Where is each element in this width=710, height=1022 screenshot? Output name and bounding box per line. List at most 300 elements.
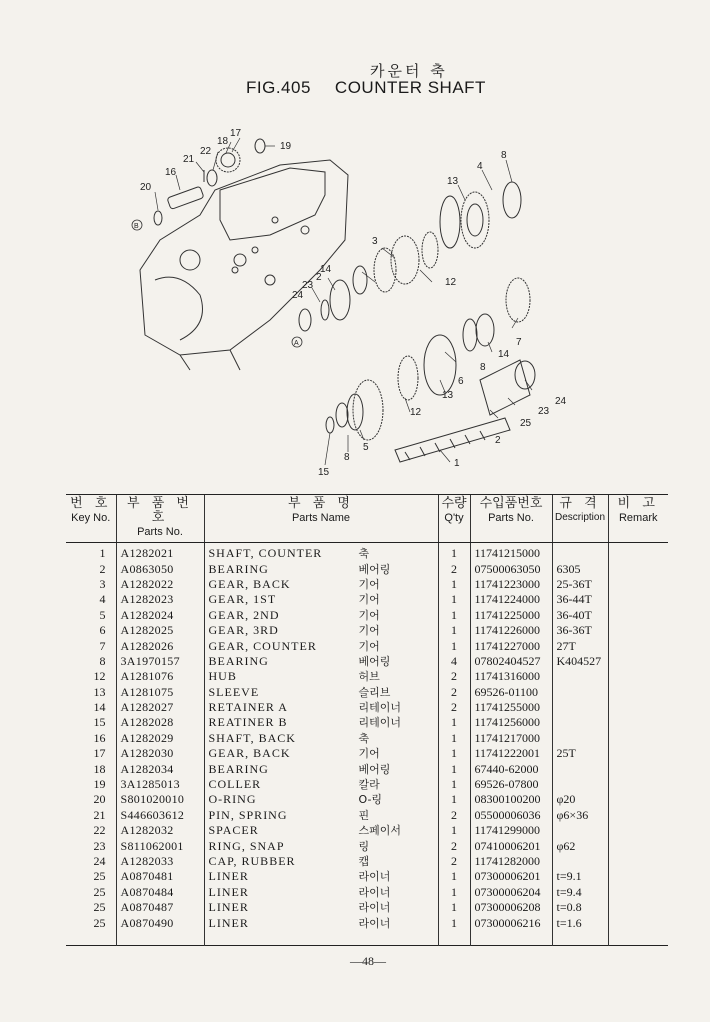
- qty-cell: 1: [438, 777, 470, 792]
- remark-cell: [608, 808, 668, 823]
- qty-cell: 2: [438, 838, 470, 853]
- part-name-cell: [204, 685, 438, 700]
- callout-21: 21: [183, 154, 195, 165]
- import-no-cell: 11741222001: [470, 746, 552, 761]
- remark-cell: [608, 608, 668, 623]
- description-cell: [552, 700, 608, 715]
- callout-8-mid: 8: [480, 362, 486, 373]
- key-no-cell: 4: [99, 592, 106, 607]
- table-row: [66, 561, 668, 576]
- part-name-korean: 라이너: [358, 916, 391, 930]
- remark-cell: [608, 577, 668, 592]
- part-no-cell: S801020010: [116, 792, 204, 807]
- part-no-cell: S811062001: [116, 838, 204, 853]
- page-title-korean: 카운터 축: [370, 62, 448, 80]
- table-row: [66, 915, 668, 945]
- key-no-cell: 1: [99, 546, 106, 561]
- part-name-cell: [204, 623, 438, 638]
- remark-cell: [608, 638, 668, 653]
- qty-cell: 1: [438, 577, 470, 592]
- description-cell: [552, 685, 608, 700]
- remark-cell: [608, 623, 668, 638]
- qty-cell: 2: [438, 561, 470, 576]
- key-no-cell: 14: [93, 700, 106, 715]
- key-no-cell: 17: [93, 746, 106, 761]
- key-no-cell: 25: [93, 884, 106, 899]
- part-name-korean: 기어: [358, 747, 380, 761]
- callout-a: A: [294, 340, 299, 347]
- import-no-cell: 07300006216: [470, 915, 552, 945]
- part-name-cell: [204, 608, 438, 623]
- qty-cell: 1: [438, 761, 470, 776]
- part-name-korean: 기어: [358, 608, 380, 622]
- qty-cell: 1: [438, 885, 470, 900]
- part-name-cell: [204, 761, 438, 776]
- part-name: BEARING: [208, 561, 269, 576]
- import-no-cell: 11741224000: [470, 592, 552, 607]
- import-no-cell: 11741225000: [470, 608, 552, 623]
- exploded-view-diagram: [120, 120, 590, 480]
- description-cell: t=9.1: [552, 869, 608, 884]
- remark-cell: [608, 654, 668, 669]
- remark-cell: [608, 761, 668, 776]
- key-no-cell: 21: [93, 807, 106, 822]
- part-name-korean: 칼라: [358, 778, 380, 792]
- callout-23-right: 23: [538, 406, 550, 417]
- remark-cell: [608, 561, 668, 576]
- part-name-cell: [204, 577, 438, 592]
- part-name: GEAR, 3RD: [208, 623, 279, 638]
- table-row: [66, 608, 668, 623]
- table-row: [66, 823, 668, 838]
- part-name: LINER: [208, 900, 249, 915]
- header-remark: 비 고 Remark: [608, 495, 668, 543]
- import-no-cell: 11741223000: [470, 577, 552, 592]
- description-cell: 36-36T: [552, 623, 608, 638]
- key-no-cell: 6: [99, 623, 106, 638]
- part-name: HUB: [208, 669, 237, 684]
- remark-cell: [608, 746, 668, 761]
- part-name-cell: [204, 746, 438, 761]
- part-no-cell: A0870487: [116, 900, 204, 915]
- callout-2-left: 2: [316, 272, 322, 283]
- callout-24-left: 24: [292, 290, 304, 301]
- part-name: LINER: [208, 884, 249, 899]
- callout-22: 22: [200, 146, 212, 157]
- remark-cell: [608, 777, 668, 792]
- callout-13-bottom: 13: [442, 390, 454, 401]
- callout-1: 1: [454, 458, 460, 469]
- counter-shaft: [395, 418, 510, 462]
- callout-5: 5: [363, 442, 369, 453]
- part-name-cell: [204, 792, 438, 807]
- part-name: GEAR, COUNTER: [208, 638, 317, 653]
- part-no-cell: A1282033: [116, 854, 204, 869]
- part-name: SLEEVE: [208, 684, 260, 699]
- description-cell: t=0.8: [552, 900, 608, 915]
- header-qty: 수량 Q'ty: [438, 495, 470, 543]
- description-cell: 36-44T: [552, 592, 608, 607]
- part-name: LINER: [208, 915, 249, 930]
- part-no-cell: A1282022: [116, 577, 204, 592]
- part-no-cell: A1282023: [116, 592, 204, 607]
- import-no-cell: 07802404527: [470, 654, 552, 669]
- part-name-cell: [204, 823, 438, 838]
- description-cell: φ20: [552, 792, 608, 807]
- remark-cell: [608, 700, 668, 715]
- import-no-cell: 11741255000: [470, 700, 552, 715]
- part-name-cell: [204, 700, 438, 715]
- remark-cell: [608, 669, 668, 684]
- key-no-cell: 24: [93, 854, 106, 868]
- description-cell: [552, 777, 608, 792]
- remark-cell: [608, 792, 668, 807]
- callout-25: 25: [520, 418, 532, 429]
- callout-15: 15: [318, 467, 330, 478]
- import-no-cell: 11741226000: [470, 623, 552, 638]
- part-name-cell: [204, 561, 438, 576]
- qty-cell: 1: [438, 746, 470, 761]
- header-description: 규 격 Description: [552, 495, 608, 543]
- part-name-korean: 베어링: [358, 762, 391, 776]
- key-no-cell: 25: [93, 900, 106, 915]
- key-no-cell: 18: [93, 761, 106, 776]
- part-name: O-RING: [208, 792, 257, 807]
- qty-cell: 1: [438, 608, 470, 623]
- part-name-korean: 핀: [358, 808, 370, 822]
- part-name-korean: 슬리브: [358, 685, 391, 699]
- part-no-cell: A0870484: [116, 885, 204, 900]
- leader-lines: [155, 138, 532, 465]
- callout-12-bottom: 12: [410, 407, 422, 418]
- part-name-korean: 베어링: [358, 562, 391, 576]
- qty-cell: 1: [438, 638, 470, 653]
- part-name: GEAR, 2ND: [208, 607, 280, 622]
- qty-cell: 4: [438, 654, 470, 669]
- callout-13-top: 13: [447, 176, 459, 187]
- table-row: [66, 900, 668, 915]
- callout-19: 19: [280, 141, 292, 152]
- part-name: BEARING: [208, 653, 269, 668]
- part-name-korean: 축: [358, 547, 370, 561]
- description-cell: [552, 761, 608, 776]
- key-no-cell: 20: [93, 792, 106, 807]
- part-name: RING, SNAP: [208, 838, 285, 853]
- table-row: [66, 654, 668, 669]
- page-title: [246, 78, 486, 98]
- key-no-cell: 3: [99, 576, 106, 591]
- part-name-cell: [204, 777, 438, 792]
- callout-14-right: 14: [498, 349, 510, 360]
- key-no-cell: 16: [93, 730, 106, 745]
- description-cell: [552, 715, 608, 730]
- import-no-cell: 07300006201: [470, 869, 552, 884]
- callout-2-right: 2: [495, 435, 501, 446]
- part-name-korean: 기어: [358, 624, 380, 638]
- callout-3: 3: [372, 236, 378, 247]
- import-no-cell: 11741299000: [470, 823, 552, 838]
- callout-8-bottom: 8: [344, 452, 350, 463]
- import-no-cell: 67440-62000: [470, 761, 552, 776]
- part-name: GEAR, BACK: [208, 746, 291, 761]
- description-cell: t=1.6: [552, 915, 608, 945]
- import-no-cell: 11741316000: [470, 669, 552, 684]
- key-no-cell: 23: [93, 838, 106, 853]
- part-name-korean: 스페이서: [358, 824, 402, 838]
- part-name-cell: [204, 592, 438, 607]
- qty-cell: 1: [438, 592, 470, 607]
- part-no-cell: 3A1970157: [116, 654, 204, 669]
- key-no-cell: 12: [93, 669, 106, 684]
- import-no-cell: 11741227000: [470, 638, 552, 653]
- part-no-cell: A1281076: [116, 669, 204, 684]
- description-cell: 6305: [552, 561, 608, 576]
- part-no-cell: A1282024: [116, 608, 204, 623]
- qty-cell: 1: [438, 623, 470, 638]
- remark-cell: [608, 543, 668, 562]
- part-name: SHAFT, COUNTER: [208, 546, 323, 561]
- description-cell: 25T: [552, 746, 608, 761]
- counter-shaft-gears-upper: [299, 182, 521, 331]
- part-name: GEAR, BACK: [208, 576, 291, 591]
- callout-16: 16: [165, 167, 177, 178]
- qty-cell: 1: [438, 715, 470, 730]
- part-no-cell: A0870481: [116, 869, 204, 884]
- remark-cell: [608, 854, 668, 869]
- table-row: [66, 685, 668, 700]
- description-cell: 36-40T: [552, 608, 608, 623]
- description-cell: 25-36T: [552, 577, 608, 592]
- part-no-cell: A1281075: [116, 685, 204, 700]
- import-no-cell: 07300006208: [470, 900, 552, 915]
- part-no-cell: A1282034: [116, 761, 204, 776]
- remark-cell: [608, 823, 668, 838]
- callout-4: 4: [477, 161, 483, 172]
- callout-7: 7: [516, 337, 522, 348]
- import-no-cell: 08300100200: [470, 792, 552, 807]
- callout-24-right: 24: [555, 396, 567, 407]
- qty-cell: 1: [438, 823, 470, 838]
- key-no-cell: 8: [99, 653, 106, 668]
- table-row: [66, 731, 668, 746]
- import-no-cell: 11741256000: [470, 715, 552, 730]
- table-row: [66, 854, 668, 869]
- description-cell: [552, 823, 608, 838]
- qty-cell: 1: [438, 543, 470, 562]
- part-name-korean: 캡: [358, 855, 370, 868]
- part-no-cell: A1282028: [116, 715, 204, 730]
- qty-cell: 2: [438, 808, 470, 823]
- table-row: [66, 869, 668, 884]
- description-cell: [552, 854, 608, 869]
- part-name-korean: 리테이너: [358, 716, 402, 730]
- part-name-cell: [204, 854, 438, 869]
- table-header-row: [66, 495, 668, 543]
- header-parts-no: 부 품 번 호 Parts No.: [116, 495, 204, 543]
- import-no-cell: 07500063050: [470, 561, 552, 576]
- qty-cell: 1: [438, 915, 470, 945]
- key-no-cell: 22: [93, 823, 106, 838]
- qty-cell: 1: [438, 731, 470, 746]
- table-row: [66, 669, 668, 684]
- part-name: RETAINER A: [208, 700, 288, 715]
- description-cell: K404527: [552, 654, 608, 669]
- table-row: [66, 700, 668, 715]
- page-number: —48—: [350, 954, 386, 968]
- remark-cell: [608, 900, 668, 915]
- description-cell: [552, 543, 608, 562]
- import-no-cell: 11741282000: [470, 854, 552, 869]
- remark-cell: [608, 885, 668, 900]
- qty-cell: 2: [438, 700, 470, 715]
- table-row: [66, 838, 668, 853]
- part-name: BEARING: [208, 761, 269, 776]
- callout-18: 18: [217, 136, 229, 147]
- import-no-cell: 69526-01100: [470, 685, 552, 700]
- figure-number: FIG.405: [246, 78, 311, 97]
- part-name-cell: [204, 915, 438, 945]
- table-row: [66, 746, 668, 761]
- part-name: GEAR, 1ST: [208, 592, 277, 607]
- part-name: COLLER: [208, 777, 262, 792]
- callout-8-top: 8: [501, 150, 507, 161]
- qty-cell: 2: [438, 669, 470, 684]
- part-name-cell: [204, 543, 438, 562]
- table-row: [66, 808, 668, 823]
- part-name-korean: 기어: [358, 577, 380, 591]
- part-name-cell: [204, 638, 438, 653]
- import-no-cell: 07410006201: [470, 838, 552, 853]
- description-cell: φ6×36: [552, 808, 608, 823]
- part-name-cell: [204, 838, 438, 853]
- part-name-cell: [204, 715, 438, 730]
- part-name: LINER: [208, 869, 249, 884]
- remark-cell: [608, 685, 668, 700]
- part-name-korean: 베어링: [358, 654, 391, 668]
- description-cell: φ62: [552, 838, 608, 853]
- transmission-housing: [140, 160, 348, 370]
- import-no-cell: 11741215000: [470, 543, 552, 562]
- part-name-korean: O-링: [358, 793, 383, 807]
- key-no-cell: 15: [93, 715, 106, 730]
- callout-12-top: 12: [445, 277, 457, 288]
- import-no-cell: 07300006204: [470, 885, 552, 900]
- key-no-cell: 25: [93, 915, 106, 930]
- part-no-cell: A1282030: [116, 746, 204, 761]
- part-no-cell: A1282025: [116, 623, 204, 638]
- table-row: [66, 592, 668, 607]
- part-no-cell: A0863050: [116, 561, 204, 576]
- table-row: [66, 543, 668, 562]
- remark-cell: [608, 838, 668, 853]
- parts-table: [66, 494, 668, 946]
- remark-cell: [608, 869, 668, 884]
- header-import-parts-no: 수입품번호 Parts No.: [470, 495, 552, 543]
- callout-17: 17: [230, 128, 242, 139]
- part-name-korean: 라이너: [358, 870, 391, 884]
- table-row: [66, 885, 668, 900]
- part-name: REATINER B: [208, 715, 288, 730]
- part-name-korean: 링: [358, 839, 370, 853]
- part-no-cell: A1282026: [116, 638, 204, 653]
- description-cell: t=9.4: [552, 885, 608, 900]
- qty-cell: 1: [438, 900, 470, 915]
- key-no-cell: 19: [93, 777, 106, 792]
- part-name: PIN, SPRING: [208, 807, 288, 822]
- key-no-cell: 7: [99, 638, 106, 653]
- callout-20: 20: [140, 182, 152, 193]
- table-row: [66, 623, 668, 638]
- remark-cell: [608, 915, 668, 945]
- qty-cell: 1: [438, 792, 470, 807]
- remark-cell: [608, 715, 668, 730]
- part-name-cell: [204, 885, 438, 900]
- part-no-cell: A0870490: [116, 915, 204, 945]
- part-name-cell: [204, 731, 438, 746]
- table-row: [66, 638, 668, 653]
- part-name-korean: 라이너: [358, 901, 391, 915]
- table-row: [66, 777, 668, 792]
- qty-cell: 2: [438, 854, 470, 869]
- part-no-cell: 3A1285013: [116, 777, 204, 792]
- callout-23-left: 23: [302, 280, 314, 291]
- remark-cell: [608, 592, 668, 607]
- remark-cell: [608, 731, 668, 746]
- part-no-cell: A1282032: [116, 823, 204, 838]
- part-name-cell: [204, 669, 438, 684]
- part-name-korean: 기어: [358, 639, 380, 653]
- header-key-no: 번 호 Key No.: [66, 495, 116, 543]
- figure-name: COUNTER SHAFT: [334, 78, 486, 97]
- part-name: SPACER: [208, 823, 259, 838]
- callout-14-left: 14: [320, 264, 332, 275]
- qty-cell: 2: [438, 685, 470, 700]
- part-name-korean: 축: [358, 731, 370, 745]
- part-no-cell: A1282021: [116, 543, 204, 562]
- key-no-cell: 2: [99, 561, 106, 576]
- part-name-korean: 기어: [358, 593, 380, 607]
- import-no-cell: 05500006036: [470, 808, 552, 823]
- description-cell: [552, 669, 608, 684]
- part-name-cell: [204, 900, 438, 915]
- part-no-cell: A1282027: [116, 700, 204, 715]
- part-name-korean: 리테이너: [358, 701, 402, 715]
- table-row: [66, 577, 668, 592]
- table-row: [66, 761, 668, 776]
- part-no-cell: A1282029: [116, 731, 204, 746]
- part-name-korean: 라이너: [358, 885, 391, 899]
- part-name: CAP, RUBBER: [208, 854, 296, 868]
- key-no-cell: 5: [99, 607, 106, 622]
- qty-cell: 1: [438, 869, 470, 884]
- header-parts-name: 부 품 명 Parts Name: [204, 495, 438, 543]
- part-name-korean: 허브: [358, 670, 380, 684]
- part-name-cell: [204, 808, 438, 823]
- callout-b: B: [134, 223, 139, 230]
- part-name: SHAFT, BACK: [208, 730, 296, 745]
- import-no-cell: 69526-07800: [470, 777, 552, 792]
- table-row: [66, 715, 668, 730]
- description-cell: 27T: [552, 638, 608, 653]
- key-no-cell: 25: [93, 869, 106, 884]
- part-name-cell: [204, 654, 438, 669]
- table-row: [66, 792, 668, 807]
- callout-6: 6: [458, 376, 464, 387]
- import-no-cell: 11741217000: [470, 731, 552, 746]
- key-no-cell: 13: [93, 684, 106, 699]
- description-cell: [552, 731, 608, 746]
- part-name-cell: [204, 869, 438, 884]
